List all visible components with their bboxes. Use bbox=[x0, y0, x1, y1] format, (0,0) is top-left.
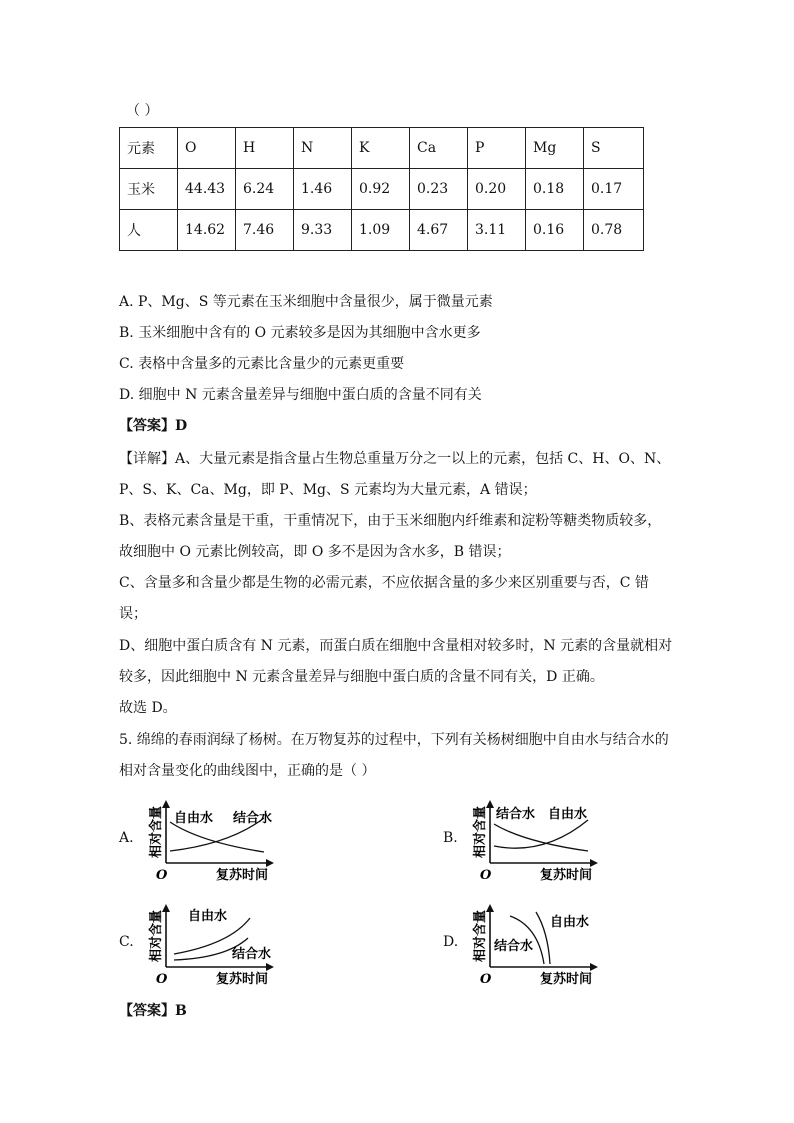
table-cell: 44.43 bbox=[178, 169, 236, 210]
graph-a bbox=[140, 798, 300, 888]
graph-c-label: C. bbox=[119, 934, 134, 950]
table-cell: K bbox=[352, 128, 410, 169]
explanation-line: B、表格元素含量是干重，干重情况下，由于玉米细胞内纤维素和淀粉等糖类物质较多， bbox=[119, 513, 662, 529]
table-cell: 玉米 bbox=[120, 169, 178, 210]
origin-label: O bbox=[480, 868, 492, 883]
explanation-line: 较多，因此细胞中 N 元素含量差异与细胞中蛋白质的含量不同有关，D 正确。 bbox=[119, 669, 604, 685]
x-axis-arrow bbox=[266, 859, 274, 867]
table-cell: 1.09 bbox=[352, 210, 410, 251]
table-cell: S bbox=[584, 128, 644, 169]
table-cell: 0.92 bbox=[352, 169, 410, 210]
table-row bbox=[120, 169, 644, 210]
origin-label: O bbox=[480, 972, 492, 987]
free-water-label: 自由水 bbox=[174, 811, 214, 826]
table-cell: 0.16 bbox=[526, 210, 584, 251]
explanation-line: 误； bbox=[119, 606, 147, 622]
y-axis-label: 相对含量 bbox=[149, 909, 164, 962]
table-cell: Ca bbox=[410, 128, 468, 169]
free-water-label: 自由水 bbox=[550, 915, 590, 930]
table-header-row bbox=[120, 128, 644, 169]
table-row bbox=[120, 210, 644, 251]
option-c: C. 表格中含量多的元素比含量少的元素更重要 bbox=[119, 356, 405, 372]
explanation-line: 【详解】A、大量元素是指含量占生物总重量万分之一以上的元素，包括 C、H、O、N、 bbox=[119, 451, 671, 467]
y-axis-label: 相对含量 bbox=[149, 805, 164, 858]
option-b: B. 玉米细胞中含有的 O 元素较多是因为其细胞中含水更多 bbox=[119, 325, 481, 341]
table-cell: 0.18 bbox=[526, 169, 584, 210]
table-cell: 4.67 bbox=[410, 210, 468, 251]
explanation-line: P、S、K、Ca、Mg，即 P、Mg、S 元素均为大量元素，A 错误； bbox=[119, 482, 537, 498]
origin-label: O bbox=[156, 868, 168, 883]
x-axis-label: 复苏时间 bbox=[540, 868, 593, 883]
bound-water-label: 结合水 bbox=[496, 807, 536, 822]
answer-q5: 【答案】B bbox=[119, 1003, 187, 1019]
explanation-line: D、细胞中蛋白质含有 N 元素，而蛋白质在细胞中含量相对较多时，N 元素的含量就相对 bbox=[119, 638, 673, 654]
x-axis-label: 复苏时间 bbox=[216, 972, 269, 987]
table-cell: 0.20 bbox=[468, 169, 526, 210]
y-axis-label: 相对含量 bbox=[473, 805, 488, 858]
table-cell: 14.62 bbox=[178, 210, 236, 251]
option-a: A. P、Mg、S 等元素在玉米细胞中含量很少，属于微量元素 bbox=[119, 294, 493, 310]
origin-label: O bbox=[156, 972, 168, 987]
graph-d bbox=[464, 902, 624, 992]
graph-d-label: D. bbox=[443, 934, 459, 950]
table-cell: 9.33 bbox=[294, 210, 352, 251]
free-water-label: 自由水 bbox=[548, 807, 588, 822]
table-cell: Mg bbox=[526, 128, 584, 169]
answer-q4: 【答案】D bbox=[119, 418, 188, 434]
x-axis-arrow bbox=[590, 963, 598, 971]
table-cell: 3.11 bbox=[468, 210, 526, 251]
element-content-table bbox=[119, 127, 644, 251]
x-axis-arrow bbox=[590, 859, 598, 867]
free-water-curve bbox=[494, 820, 588, 848]
table-cell: 人 bbox=[120, 210, 178, 251]
table-cell: P bbox=[468, 128, 526, 169]
table-cell: 元素 bbox=[120, 128, 178, 169]
table-cell: N bbox=[294, 128, 352, 169]
graph-c bbox=[140, 902, 300, 992]
graph-b-label: B. bbox=[443, 830, 458, 846]
explanation-line: C、含量多和含量少都是生物的必需元素，不应依据含量的多少来区别重要与否，C 错 bbox=[119, 575, 649, 591]
table-cell: O bbox=[178, 128, 236, 169]
graph-b bbox=[464, 798, 624, 888]
explanation-line: 故选 D。 bbox=[119, 700, 177, 716]
bound-water-label: 结合水 bbox=[232, 947, 272, 962]
table-cell: 7.46 bbox=[236, 210, 294, 251]
x-axis-label: 复苏时间 bbox=[216, 868, 269, 883]
option-d: D. 细胞中 N 元素含量差异与细胞中蛋白质的含量不同有关 bbox=[119, 387, 482, 403]
table-cell: 6.24 bbox=[236, 169, 294, 210]
question-5-stem: 相对含量变化的曲线图中，正确的是（ ） bbox=[119, 763, 376, 779]
bound-water-curve bbox=[494, 824, 588, 851]
free-water-label: 自由水 bbox=[188, 909, 228, 924]
table-cell: 1.46 bbox=[294, 169, 352, 210]
bound-water-label: 结合水 bbox=[233, 811, 273, 826]
free-water-curve bbox=[170, 822, 264, 852]
y-axis-label: 相对含量 bbox=[473, 909, 488, 962]
explanation-line: 故细胞中 O 元素比例较高，即 O 多不是因为含水多，B 错误； bbox=[119, 544, 511, 560]
table-cell: 0.23 bbox=[410, 169, 468, 210]
answer-parentheses: （ ） bbox=[126, 103, 159, 119]
bound-water-label: 结合水 bbox=[494, 939, 534, 954]
question-5-stem: 5. 绵绵的春雨润绿了杨树。在万物复苏的过程中，下列有关杨树细胞中自由水与结合水的 bbox=[119, 732, 669, 748]
x-axis-arrow bbox=[266, 963, 274, 971]
table-cell: H bbox=[236, 128, 294, 169]
table-cell: 0.17 bbox=[584, 169, 644, 210]
table-cell: 0.78 bbox=[584, 210, 644, 251]
x-axis-label: 复苏时间 bbox=[540, 972, 593, 987]
graph-a-label: A. bbox=[119, 830, 134, 846]
